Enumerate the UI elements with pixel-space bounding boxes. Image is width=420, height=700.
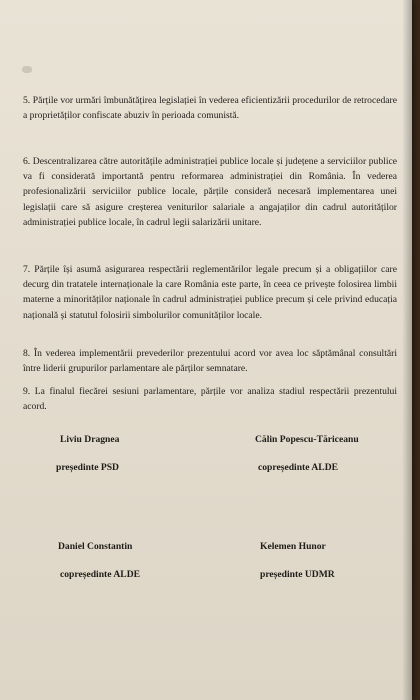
signatory-3-role: copreședinte ALDE [60,569,141,580]
paragraph-9: 9. La finalul fiecărei sesiuni parlamentare, părțile vor analiza stadiul respectării prezentului acord. [23,386,397,413]
signatory-2-name: Călin Popescu-Tăriceanu [255,434,359,445]
signatory-1-name: Liviu Dragnea [60,434,120,445]
paragraph-8: 8. În vederea implementării prevederilor prezentului acord vor avea loc săptămânal consultări între liderii grupurilor parlamentare ale părților semnatare. [23,348,397,375]
signatory-4-name: Kelemen Hunor [260,541,326,552]
paragraph-5: 5. Părțile vor urmări îmbunătățirea legislației în vederea eficientizării procedurilor de retrocedare a proprietăților confiscate abuziv în perioada comunistă. [23,95,397,122]
signatory-1-role: președinte PSD [56,462,119,473]
paragraph-6: 6. Descentralizarea către autoritățile administrației publice locale și județene a serviciilor publice va fi considerată importantă pentru reformarea administrației din România. În vederea profesionalizării serviciilor publice locale, părțile consideră necesară implementarea unei legislații care să asigure creșterea veniturilor salariale a angajaților din cadrul autorităților administrației publice locale, în cadrul legii salarizării unitare. [23,156,397,228]
signatory-2-role: copreședinte ALDE [258,462,339,473]
paper-mark [22,66,32,73]
signatory-3-name: Daniel Constantin [58,541,133,552]
paragraph-7: 7. Părțile își asumă asigurarea respectării reglementărilor legale precum și a obligațiilor care decurg din tratatele internaționale la care România este parte, în ceea ce privește folosirea limbii materne a minorităților naționale în cadrul administrației publice precum și cele privind educația națională și statutul folosirii simbolurilor comunităților locale. [23,264,397,321]
signatory-4-role: președinte UDMR [260,569,335,580]
page-edge-shadow [402,0,412,700]
